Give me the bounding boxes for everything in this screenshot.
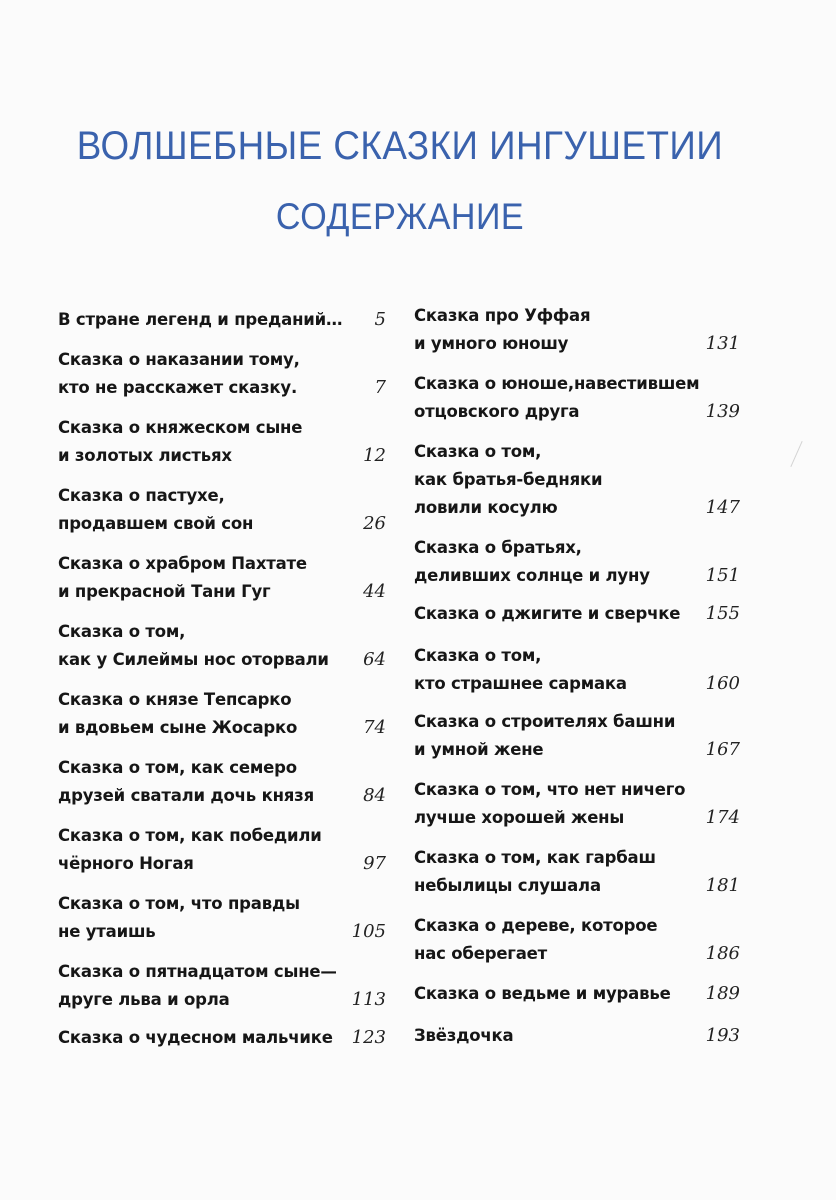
toc-entry-page: 74	[363, 717, 386, 738]
toc-entry-page: 147	[705, 497, 740, 518]
toc-entry-page: 193	[705, 1025, 740, 1046]
toc-entry-page: 186	[705, 943, 740, 964]
toc-entry-page: 160	[705, 673, 740, 694]
toc-entry-title: Сказка о ведьме и муравье	[414, 984, 671, 1003]
toc-entry-title: В стране легенд и преданий…	[58, 310, 343, 329]
toc-entry-title: Сказка о том, как гарбаш небылицы слушала	[414, 848, 656, 895]
toc-entry-title: Сказка о братьях, деливших солнце и луну	[414, 538, 650, 585]
toc-entry-title: Сказка о том, что нет ничего лучше хорошей жены	[414, 780, 686, 827]
toc-entry[interactable]	[58, 822, 386, 878]
toc-entry[interactable]	[58, 1024, 386, 1052]
toc-entry-title: Сказка о том, кто страшнее сармака	[414, 646, 627, 693]
toc-entry[interactable]	[58, 306, 386, 334]
toc-entry-page: 189	[705, 983, 740, 1004]
book-title: ВОЛШЕБНЫЕ СКАЗКИ ИНГУШЕТИИ	[76, 124, 724, 168]
toc-entry-title: Сказка о пастухе, продавшем свой сон	[58, 486, 254, 533]
toc-entry-title: Сказка о том, что правды не утаишь	[58, 894, 300, 941]
toc-entry[interactable]	[58, 618, 386, 674]
toc-entry-title: Сказка о храбром Пахтате и прекрасной Тани Гуг	[58, 554, 307, 601]
toc-entry[interactable]	[414, 708, 740, 764]
toc-entry-page: 139	[705, 401, 740, 422]
toc-entry[interactable]	[414, 912, 740, 968]
toc-entry-page: 12	[363, 445, 386, 466]
toc-entry[interactable]	[414, 844, 740, 900]
toc-entry-title: Сказка о дереве, которое нас оберегает	[414, 916, 658, 963]
toc-entry-title: Сказка о наказании тому, кто не расскажет сказку.	[58, 350, 300, 397]
toc-entry-title: Сказка о том, как семеро друзей сватали дочь князя	[58, 758, 314, 805]
toc-entry[interactable]	[414, 302, 740, 358]
toc-entry-title: Сказка о княжеском сыне и золотых листьях	[58, 418, 303, 465]
toc-entry-title: Сказка про Уффая и умного юношу	[414, 306, 591, 353]
toc-entry-page: 84	[363, 785, 386, 806]
toc-entry-page: 181	[705, 875, 740, 896]
toc-entry-page: 113	[351, 989, 386, 1010]
toc-entry[interactable]	[58, 482, 386, 538]
toc-entry[interactable]	[414, 776, 740, 832]
toc-entry[interactable]	[414, 370, 740, 426]
toc-entry-page: 105	[351, 921, 386, 942]
toc-entry[interactable]	[58, 346, 386, 402]
toc-entry[interactable]	[414, 1022, 740, 1050]
toc-entry[interactable]	[414, 600, 740, 628]
toc-entry-page: 155	[705, 603, 740, 624]
toc-entry[interactable]	[414, 534, 740, 590]
toc-entry-title: Сказка о чудесном мальчике	[58, 1028, 333, 1047]
toc-entry[interactable]	[58, 686, 386, 742]
toc-entry-title: Сказка о том, как братья-бедняки ловили косулю	[414, 442, 603, 517]
toc-entry-title: Сказка о строителях башни и умной жене	[414, 712, 676, 759]
toc-entry[interactable]	[414, 980, 740, 1008]
toc-entry[interactable]	[58, 414, 386, 470]
toc-entry-page: 131	[705, 333, 740, 354]
toc-entry[interactable]	[414, 642, 740, 698]
toc-entry-title: Сказка о пятнадцатом сыне— друге льва и орла	[58, 962, 337, 1009]
toc-entry-title: Сказка о том, как победили чёрного Ногая	[58, 826, 322, 873]
toc-entry-title: Сказка о джигите и сверчке	[414, 604, 681, 623]
toc-entry-page: 26	[363, 513, 386, 534]
toc-entry-page: 5	[374, 309, 386, 330]
toc-entry-page: 151	[705, 565, 740, 586]
toc-entry-title: Сказка о том, как у Силеймы нос оторвали	[58, 622, 329, 669]
toc-title: СОДЕРЖАНИЕ	[275, 196, 525, 237]
toc-entry-page: 167	[705, 739, 740, 760]
toc-entry[interactable]	[58, 754, 386, 810]
toc-entry-page: 7	[374, 377, 386, 398]
toc-entry-title: Сказка о юноше,навестившем отцовского друга	[414, 374, 700, 421]
scan-mark	[790, 441, 802, 467]
toc-entry[interactable]	[414, 438, 740, 522]
toc-entry-page: 97	[363, 853, 386, 874]
toc-entry[interactable]	[58, 958, 386, 1014]
toc-entry[interactable]	[58, 550, 386, 606]
toc-entry-page: 44	[363, 581, 386, 602]
toc-entry-title: Звёздочка	[414, 1026, 514, 1045]
toc-entry[interactable]	[58, 890, 386, 946]
toc-entry-page: 64	[363, 649, 386, 670]
toc-entry-page: 123	[351, 1027, 386, 1048]
toc-entry-page: 174	[705, 807, 740, 828]
toc-entry-title: Сказка о князе Тепсарко и вдовьем сыне Жосарко	[58, 690, 298, 737]
